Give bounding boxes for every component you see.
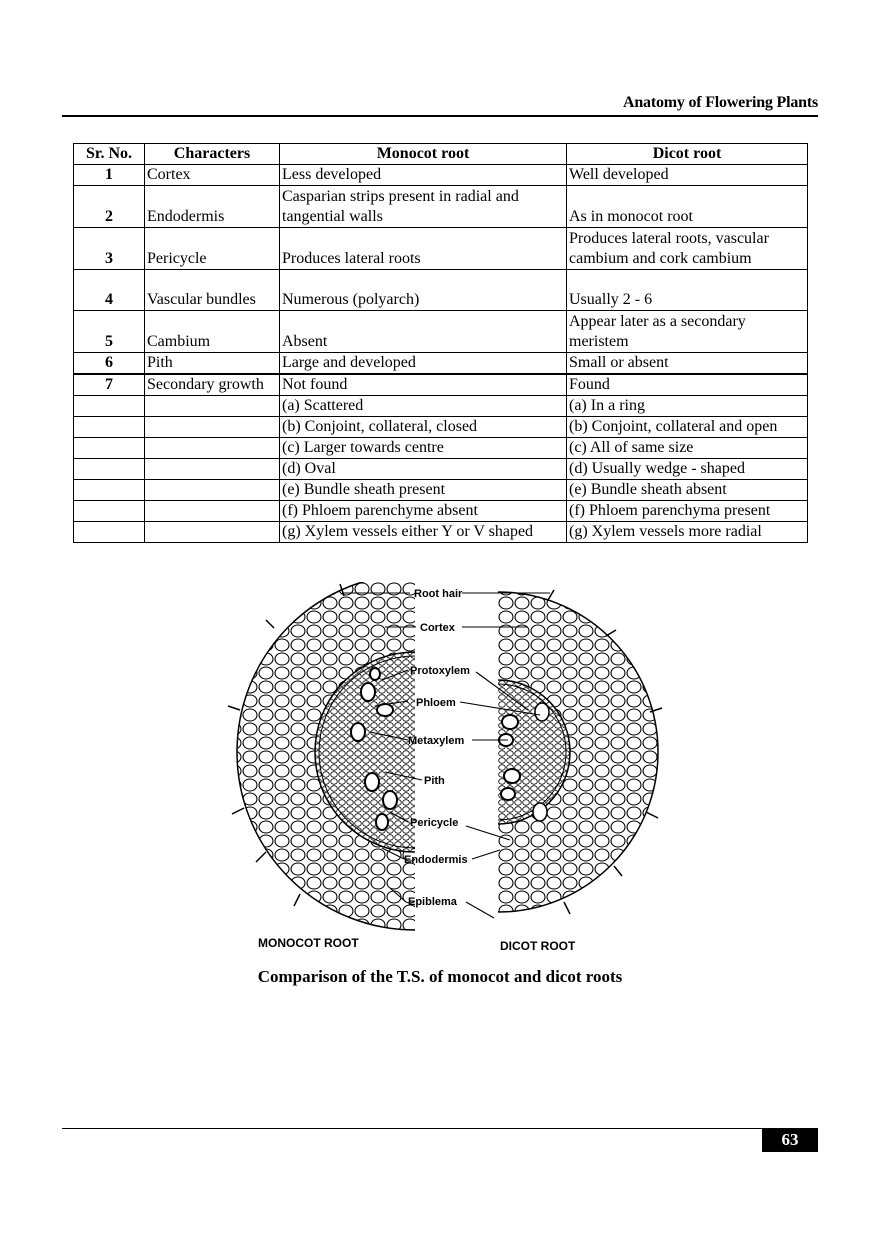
cell-no: 6 (74, 353, 145, 375)
cell-no (74, 480, 145, 501)
table-row (74, 353, 808, 375)
cell-character: Pith (145, 353, 280, 375)
cell-no: 5 (74, 311, 145, 353)
cell-dicot: (d) Usually wedge - shaped (567, 459, 808, 480)
cell-character: Pericycle (145, 228, 280, 270)
table-row (74, 374, 808, 396)
cell-no (74, 459, 145, 480)
cell-character (145, 438, 280, 459)
cell-monocot: (c) Larger towards centre (280, 438, 567, 459)
cell-monocot: Casparian strips present in radial and tangential walls (280, 186, 567, 228)
cell-dicot: (g) Xylem vessels more radial (567, 522, 808, 543)
table-row (74, 165, 808, 186)
table-row (74, 501, 808, 522)
cell-dicot: Small or absent (567, 353, 808, 375)
cell-no (74, 501, 145, 522)
cell-no (74, 438, 145, 459)
cell-no: 3 (74, 228, 145, 270)
cell-character: Cortex (145, 165, 280, 186)
header-dicot: Dicot root (567, 144, 808, 165)
header-sr-no: Sr. No. (74, 144, 145, 165)
cell-monocot: Numerous (polyarch) (280, 270, 567, 311)
cell-dicot: (b) Conjoint, collateral and open (567, 417, 808, 438)
cell-monocot: Absent (280, 311, 567, 353)
table-row (74, 480, 808, 501)
cell-character (145, 459, 280, 480)
cell-character: Cambium (145, 311, 280, 353)
cell-character (145, 501, 280, 522)
cell-dicot: Found (567, 374, 808, 396)
running-header: Anatomy of Flowering Plants (622, 94, 818, 111)
cell-monocot: (e) Bundle sheath present (280, 480, 567, 501)
header-characters: Characters (145, 144, 280, 165)
cell-monocot: (g) Xylem vessels either Y or V shaped (280, 522, 567, 543)
table-row (74, 228, 808, 270)
cell-dicot: Well developed (567, 165, 808, 186)
label-protoxylem: Protoxylem (410, 665, 470, 677)
table-row (74, 186, 808, 228)
cell-dicot: (c) All of same size (567, 438, 808, 459)
table-row (74, 459, 808, 480)
cell-dicot: Appear later as a secondary meristem (567, 311, 808, 353)
table-row (74, 522, 808, 543)
title-monocot-root: MONOCOT ROOT (258, 936, 359, 950)
label-pericycle: Pericycle (410, 817, 459, 829)
cell-no (74, 522, 145, 543)
cell-character: Endodermis (145, 186, 280, 228)
cell-character: Vascular bundles (145, 270, 280, 311)
header-rule (62, 115, 818, 117)
root-cross-section-figure (210, 582, 670, 962)
cell-no: 1 (74, 165, 145, 186)
comparison-table (73, 143, 808, 543)
cell-character (145, 480, 280, 501)
cell-no (74, 396, 145, 417)
cell-monocot: (d) Oval (280, 459, 567, 480)
label-cortex: Cortex (420, 622, 455, 634)
cell-monocot: (a) Scattered (280, 396, 567, 417)
label-metaxylem: Metaxylem (408, 735, 465, 747)
footer-rule (62, 1128, 818, 1129)
label-endodermis: Endodermis (404, 854, 468, 866)
label-phloem: Phloem (416, 697, 456, 709)
label-root-hair: Root hair (414, 588, 463, 600)
cell-monocot: (f) Phloem parenchyme absent (280, 501, 567, 522)
header-monocot: Monocot root (280, 144, 567, 165)
label-pith: Pith (424, 775, 445, 787)
cell-dicot: As in monocot root (567, 186, 808, 228)
table-row (74, 311, 808, 353)
cell-monocot: Produces lateral roots (280, 228, 567, 270)
cell-character (145, 396, 280, 417)
table-row (74, 438, 808, 459)
cell-monocot: (b) Conjoint, collateral, closed (280, 417, 567, 438)
cell-monocot: Large and developed (280, 353, 567, 375)
cell-dicot: Usually 2 - 6 (567, 270, 808, 311)
page-number: 63 (762, 1128, 818, 1152)
table-row (74, 270, 808, 311)
cell-no: 7 (74, 374, 145, 396)
table-row (74, 396, 808, 417)
table-row (74, 417, 808, 438)
figure-caption: Comparison of the T.S. of monocot and dicot roots (257, 967, 623, 986)
cell-character (145, 417, 280, 438)
cell-dicot: (a) In a ring (567, 396, 808, 417)
table-header-row (74, 144, 808, 165)
cell-no: 2 (74, 186, 145, 228)
cell-monocot: Less developed (280, 165, 567, 186)
cell-character (145, 522, 280, 543)
label-epiblema: Epiblema (408, 896, 457, 908)
title-dicot-root: DICOT ROOT (500, 939, 576, 953)
cell-monocot: Not found (280, 374, 567, 396)
cell-no (74, 417, 145, 438)
cell-dicot: (e) Bundle sheath absent (567, 480, 808, 501)
cell-character: Secondary growth (145, 374, 280, 396)
cell-no: 4 (74, 270, 145, 311)
cell-dicot: (f) Phloem parenchyma present (567, 501, 808, 522)
cell-dicot: Produces lateral roots, vascular cambium and cork cambium (567, 228, 808, 270)
